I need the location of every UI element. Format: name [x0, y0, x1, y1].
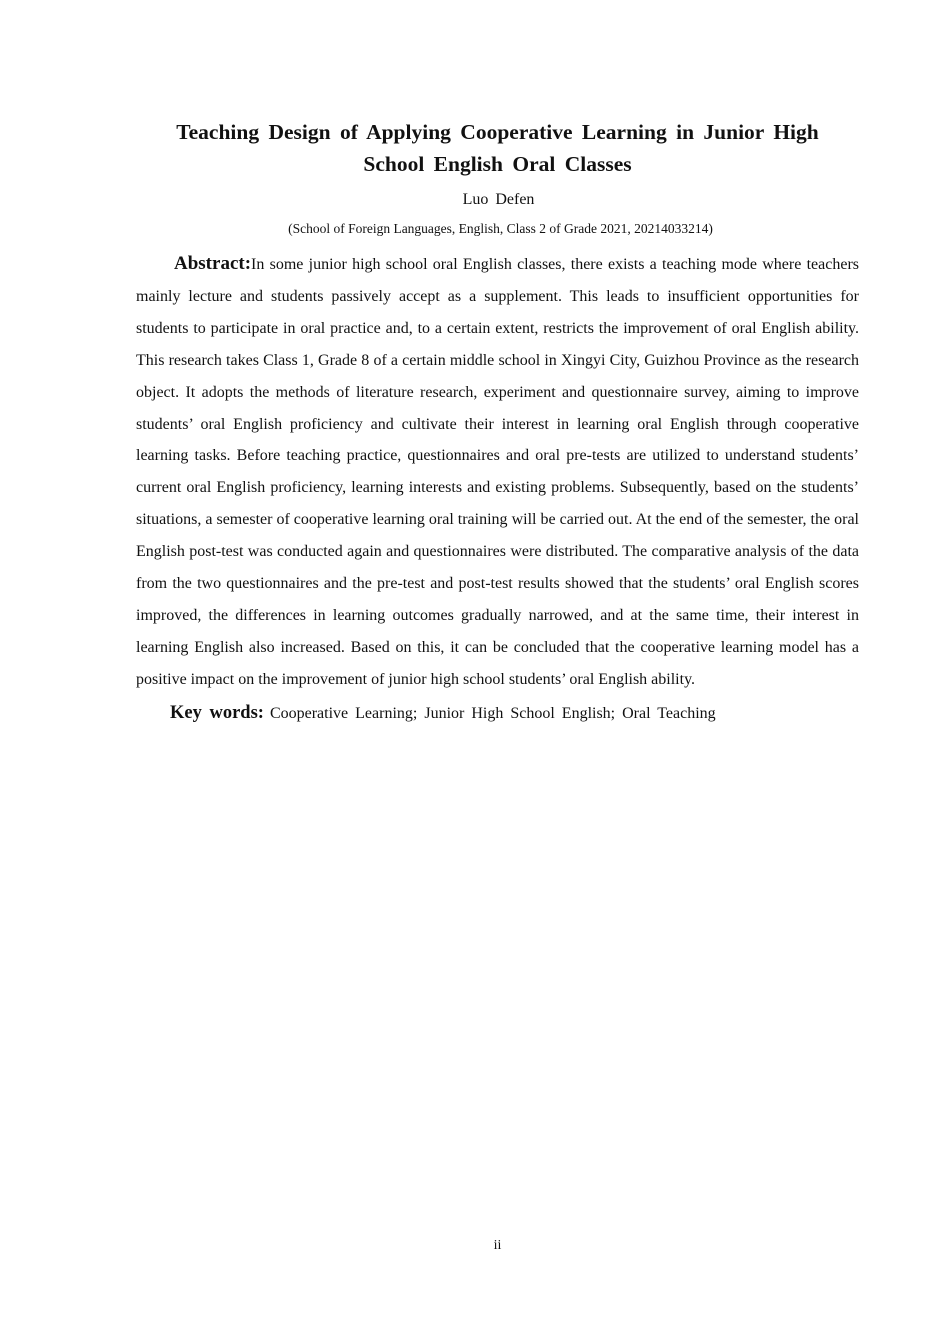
abstract-label: Abstract:: [174, 253, 252, 274]
keywords-text: Cooperative Learning; Junior High School English; Oral Teaching: [269, 704, 716, 722]
abstract-text: In some junior high school oral English classes, there exists a teaching mode where teachers mainly lecture and students passively accept as a supplement. This leads to insufficient opportunities for students to participate in oral practice and, to a certain extent, restricts the improvement of oral English ability. This research takes Class 1, Grade 8 of a certain middle school in Xingyi City, Guizhou Province as the research object. It adopts the methods of literature research, experiment and questionnaire survey, aiming to improve students’ oral English proficiency and cultivate their interest in learning oral English through cooperative learning tasks. Before teaching practice, questionnaires and oral pre-tests are utilized to understand students’ current oral English proficiency, learning interests and existing problems. Subsequently, based on the students’ situations, a semester of cooperative learning oral training will be carried out. At the end of the semester, the oral English post-test was conducted again and questionnaires were distributed. The comparative analysis of the data from the two questionnaires and the pre-test and post-test results showed that the students’ oral English scores improved, the differences in learning outcomes gradually narrowed, and at the same time, their interest in learning English also increased. Based on this, it can be concluded that the cooperative learning model has a positive impact on the improvement of junior high school students’ oral English ability.: [136, 256, 859, 688]
abstract-paragraph: [136, 248, 859, 696]
paper-title-line-1: Teaching Design of Applying Cooperative Learning in Junior High: [176, 120, 819, 144]
author-name: Luo Defen: [462, 191, 535, 208]
keywords-line: [136, 700, 859, 727]
author-affiliation: (School of Foreign Languages, English, Class 2 of Grade 2021, 20214033214): [288, 221, 713, 236]
paper-title: [136, 116, 859, 180]
page-number: ii: [493, 1238, 502, 1253]
paper-body: [136, 116, 859, 727]
keywords-label: Key words:: [170, 702, 264, 723]
paper-title-line-2: School English Oral Classes: [363, 152, 632, 176]
